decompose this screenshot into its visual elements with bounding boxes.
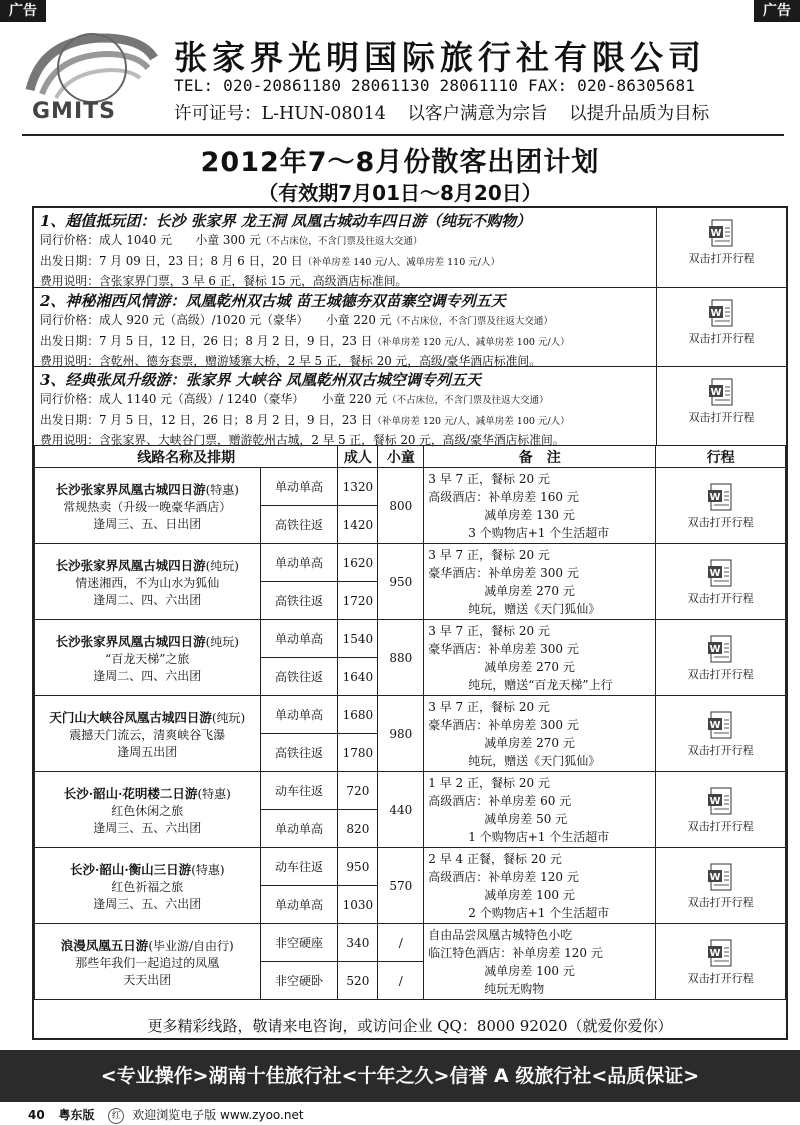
- featured-tour-dates-note: （补单房差 120 元/人、减单房差 100 元/人）: [372, 415, 570, 427]
- adult-price: 340: [338, 924, 378, 962]
- adult-price: 1620: [338, 544, 378, 582]
- featured-tour-price: 同行价格：成人 1140 元（高级）/ 1240（豪华） 小童 220 元: [40, 392, 388, 406]
- featured-tour-price-note: （不占床位，不含门票及往返大交通）: [391, 316, 553, 327]
- featured-tour-fees: 费用说明：含张家界、大峡谷门票，赠游乾州古城，2 早 5 正，餐标 20 元，高级/豪华酒店标准间。: [40, 433, 565, 447]
- itinerary-download[interactable]: [656, 848, 786, 924]
- route-tag: (毕业游/自由行): [148, 938, 234, 953]
- svg-text:W: W: [709, 567, 721, 579]
- route-table-body: [35, 468, 786, 1000]
- download-label[interactable]: 双击打开行程: [688, 252, 755, 265]
- note-line: 减单房差 270 元: [484, 735, 575, 750]
- note-line: 3 早 7 正，餐标 20 元: [428, 547, 550, 562]
- table-row: [35, 468, 786, 506]
- featured-tour-price-note: （不占床位，不含门票及往返大交通）: [387, 395, 549, 406]
- route-schedule: 逢周三、五、六出团: [93, 820, 202, 835]
- note-line: 高级酒店：补单房差 160 元: [428, 489, 579, 504]
- featured-tour-price: 同行价格：成人 920 元（高级）/1020 元（豪华） 小童 220 元: [40, 313, 392, 327]
- itinerary-download[interactable]: [656, 544, 786, 620]
- download-label[interactable]: 双击打开行程: [687, 667, 754, 681]
- featured-tour-dates: 出发日期：7 月 5 日，12 日，26 日；8 月 2 日，9 日，23 日: [40, 333, 373, 348]
- featured-tour-name: 2、神秘湘西风情游：凤凰乾州双古城 苗王城德夯双苗寨空调专列五天: [40, 292, 506, 310]
- route-name: 长沙张家界凤凰古城四日游: [55, 557, 206, 573]
- page-number: 40: [28, 1108, 45, 1122]
- itinerary-download[interactable]: [656, 620, 786, 696]
- word-document-icon[interactable]: [706, 938, 736, 968]
- adult-price: 1540: [338, 620, 378, 658]
- header-route: 线路名称及排期: [35, 446, 338, 468]
- featured-tour-dates: 出发日期：7 月 09 日，23 日；8 月 6 日，20 日: [40, 253, 303, 268]
- itinerary-download[interactable]: [656, 772, 786, 848]
- itinerary-download[interactable]: [656, 288, 786, 366]
- featured-tour-fees: 费用说明：含乾州、德夯套票，赠游矮寨大桥，2 早 5 正，餐标 20 元，高级/豪华酒店标准间。: [40, 354, 542, 368]
- word-document-icon[interactable]: [707, 377, 737, 407]
- route-name-cell: [35, 696, 261, 772]
- route-desc: “百龙天梯”之旅: [105, 651, 190, 666]
- page-subtitle: （有效期7月01日～8月20日）: [258, 181, 542, 205]
- table-row: [35, 848, 786, 886]
- transport-option: 单动单高: [260, 620, 338, 658]
- note-line: 减单房差 270 元: [484, 583, 575, 598]
- transport-option: 高铁往返: [260, 506, 338, 544]
- note-line: 纯玩无购物: [484, 981, 545, 996]
- itinerary-download[interactable]: [656, 696, 786, 772]
- route-notes: [424, 544, 656, 620]
- transport-option: 动车往返: [260, 772, 338, 810]
- note-line: 自由品尝凤凰古城特色小吃: [428, 927, 573, 942]
- route-name-cell: [35, 544, 261, 620]
- adult-price: 1780: [338, 734, 378, 772]
- route-name: 长沙·韶山·花明楼二日游: [63, 785, 198, 801]
- table-row: [35, 620, 786, 658]
- word-document-icon[interactable]: [706, 862, 736, 892]
- note-line: 豪华酒店：补单房差 300 元: [428, 717, 579, 732]
- contact-info: TEL: 020-20861180 28061130 28061110 FAX: 020-86305681: [174, 76, 696, 95]
- table-row: [35, 924, 786, 962]
- itinerary-download[interactable]: [656, 468, 786, 544]
- header-divider: [22, 134, 784, 136]
- route-schedule: 逢周三、五、六出团: [93, 896, 202, 911]
- note-line: 1 早 2 正，餐标 20 元: [428, 775, 550, 790]
- more-routes-note: 更多精彩线路，敬请来电咨询，或访问企业 QQ：8000 92020（就爱你爱你）: [147, 1017, 673, 1035]
- svg-text:W: W: [709, 308, 722, 319]
- page-title: 2012年7～8月份散客出团计划: [200, 147, 600, 178]
- adult-price: 520: [338, 962, 378, 1000]
- route-schedule: 天天出团: [123, 972, 172, 987]
- route-desc: 情迷湘西，不为山水为狐仙: [75, 575, 220, 590]
- word-document-icon[interactable]: [706, 482, 736, 512]
- note-line: 减单房差 100 元: [484, 887, 575, 902]
- route-notes: [424, 468, 656, 544]
- featured-tour-name: 1、超值抵玩团：长沙 张家界 龙王洞 凤凰古城动车四日游（纯玩不购物）: [40, 212, 532, 230]
- adult-price: 1720: [338, 582, 378, 620]
- header-adult: 成人: [338, 446, 378, 468]
- route-schedule: 逢周二、四、六出团: [93, 668, 202, 683]
- company-name: 张家界光明国际旅行社有限公司: [174, 38, 706, 77]
- note-line: 减单房差 270 元: [484, 659, 575, 674]
- word-document-icon[interactable]: [706, 786, 736, 816]
- globe-logo-icon: [22, 28, 162, 108]
- itinerary-download[interactable]: [656, 924, 786, 1000]
- table-row: [35, 772, 786, 810]
- transport-option: 单动单高: [260, 696, 338, 734]
- svg-text:W: W: [709, 871, 721, 883]
- transport-option: 非空硬卧: [260, 962, 338, 1000]
- note-line: 2 个购物店+1 个生活超市: [468, 905, 610, 920]
- adult-price: 1030: [338, 886, 378, 924]
- child-price: 950: [378, 544, 424, 620]
- transport-option: 单动单高: [260, 810, 338, 848]
- child-price: /: [378, 924, 424, 962]
- schedule-panel: [32, 206, 788, 1040]
- company-header: [22, 20, 784, 128]
- route-notes: [424, 848, 656, 924]
- route-desc: 震撼天门流云，清爽峡谷飞瀑: [69, 727, 226, 742]
- adult-price: 1420: [338, 506, 378, 544]
- ad-label-left: 广告: [0, 0, 46, 22]
- download-label[interactable]: 双击打开行程: [687, 515, 754, 529]
- transport-option: 单动单高: [260, 468, 338, 506]
- note-line: 3 早 7 正，餐标 20 元: [428, 471, 550, 486]
- route-tag: (特惠): [191, 862, 225, 877]
- child-price: /: [378, 962, 424, 1000]
- word-document-icon[interactable]: [707, 218, 737, 248]
- download-label[interactable]: 双击打开行程: [687, 895, 754, 909]
- featured-tour-dates-note: （补单房差 120 元/人、减单房差 100 元/人）: [372, 336, 570, 348]
- route-tag: (纯玩): [205, 634, 239, 649]
- license-line: [174, 100, 725, 125]
- slogan-2: 以提升品质为目标: [569, 104, 710, 124]
- featured-tour-2: [34, 288, 658, 374]
- edition-label: 粤东版: [58, 1108, 95, 1122]
- header-child: 小童: [378, 446, 424, 468]
- route-tag: (特惠): [205, 482, 239, 497]
- route-schedule: 逢周三、五、日出团: [93, 516, 202, 531]
- download-label[interactable]: 双击打开行程: [687, 971, 754, 985]
- adult-price: 1680: [338, 696, 378, 734]
- note-line: 1 个购物店+1 个生活超市: [468, 829, 610, 844]
- route-name-cell: [35, 468, 261, 544]
- adult-price: 720: [338, 772, 378, 810]
- transport-option: 高铁往返: [260, 734, 338, 772]
- featured-tour-price: 同行价格：成人 1040 元 小童 300 元: [40, 233, 261, 247]
- svg-text:W: W: [709, 947, 721, 959]
- route-name: 天门山大峡谷凤凰古城四日游: [49, 709, 212, 725]
- route-schedule: 逢周二、四、六出团: [93, 592, 202, 607]
- note-line: 高级酒店：补单房差 60 元: [428, 793, 572, 808]
- route-name: 浪漫凤凰五日游: [60, 937, 149, 953]
- download-label[interactable]: 双击打开行程: [687, 819, 754, 833]
- svg-text:W: W: [709, 387, 722, 398]
- child-price: 440: [378, 772, 424, 848]
- footer-text: 欢迎浏览电子版 www.zyoo.net: [132, 1108, 304, 1122]
- slogan-banner: <专业操作>湖南十佳旅行社<十年之久>信誉 A 级旅行社<品质保证>: [0, 1050, 800, 1102]
- svg-text:W: W: [709, 719, 721, 731]
- note-line: 纯玩，赠送“百龙天梯”上行: [468, 677, 613, 692]
- adult-price: 1320: [338, 468, 378, 506]
- child-price: 980: [378, 696, 424, 772]
- transport-option: 单动单高: [260, 544, 338, 582]
- featured-tour-3: [34, 367, 658, 453]
- slogan-1: 以客户满意为宗旨: [407, 104, 548, 124]
- note-line: 纯玩，赠送《天门狐仙》: [468, 601, 601, 616]
- route-table: [34, 445, 786, 1000]
- route-desc: 红色祈福之旅: [111, 879, 184, 894]
- note-line: 2 早 4 正餐，餐标 20 元: [428, 851, 562, 866]
- download-label[interactable]: 双击打开行程: [688, 332, 755, 345]
- route-desc: 常规热卖（升级一晚豪华酒店）: [63, 499, 232, 514]
- header-notes: 备 注: [424, 446, 656, 468]
- download-label[interactable]: 双击打开行程: [687, 743, 754, 757]
- note-line: 豪华酒店：补单房差 300 元: [428, 565, 579, 580]
- header-itinerary: 行程: [656, 446, 786, 468]
- route-name-cell: [35, 772, 261, 848]
- featured-tour-price-note: （不占床位，不含门票及往返大交通）: [260, 236, 423, 247]
- ad-label-right: 广告: [754, 0, 800, 22]
- route-tag: (纯玩): [205, 558, 239, 573]
- featured-tour-fees: 费用说明：含张家界门票，3 早 6 正，餐标 15 元，高级酒店标准间。: [40, 274, 408, 288]
- transport-option: 单动单高: [260, 886, 338, 924]
- route-notes: [424, 620, 656, 696]
- license-number: 许可证号：L-HUN-08014: [174, 104, 386, 124]
- word-document-icon[interactable]: [707, 298, 737, 328]
- logo-text: GMITS: [32, 99, 116, 124]
- table-header-row: [35, 446, 786, 468]
- word-document-icon[interactable]: [706, 634, 736, 664]
- table-row: [35, 544, 786, 582]
- note-line: 减单房差 100 元: [484, 963, 575, 978]
- note-line: 高级酒店：补单房差 120 元: [428, 869, 579, 884]
- transport-option: 动车往返: [260, 848, 338, 886]
- note-line: 3 早 7 正，餐标 20 元: [428, 623, 550, 638]
- note-line: 减单房差 130 元: [484, 507, 575, 522]
- route-tag: (纯玩): [211, 710, 246, 725]
- featured-tour-dates-note: （补单房差 140 元/人、减单房差 110 元/人）: [302, 256, 500, 268]
- route-notes: [424, 696, 656, 772]
- adult-price: 820: [338, 810, 378, 848]
- company-logo: [22, 28, 172, 130]
- svg-text:W: W: [709, 795, 721, 807]
- svg-text:W: W: [709, 228, 722, 239]
- transport-option: 非空硬座: [260, 924, 338, 962]
- word-document-icon[interactable]: [706, 558, 736, 588]
- note-line: 减单房差 50 元: [484, 811, 568, 826]
- note-line: 3 个购物店+1 个生活超市: [468, 525, 610, 540]
- route-name: 长沙·韶山·衡山三日游: [69, 861, 192, 877]
- route-desc: 那些年我们一起追过的凤凰: [75, 955, 220, 970]
- adult-price: 1640: [338, 658, 378, 696]
- child-price: 800: [378, 468, 424, 544]
- page-footer: [28, 1106, 304, 1124]
- table-row: [35, 696, 786, 734]
- note-line: 3 早 7 正，餐标 20 元: [428, 699, 550, 714]
- adult-price: 950: [338, 848, 378, 886]
- route-name-cell: [35, 848, 261, 924]
- note-line: 临江特色酒店：补单房差 120 元: [428, 945, 603, 960]
- transport-option: 高铁往返: [260, 582, 338, 620]
- route-name: 长沙张家界凤凰古城四日游: [55, 481, 206, 497]
- itinerary-download[interactable]: [656, 367, 786, 445]
- route-desc: 红色休闲之旅: [111, 803, 184, 818]
- note-line: 豪华酒店：补单房差 300 元: [428, 641, 579, 656]
- word-document-icon[interactable]: [706, 710, 736, 740]
- route-name-cell: [35, 620, 261, 696]
- featured-tour-1: [34, 208, 658, 294]
- route-name: 长沙张家界凤凰古城四日游: [55, 633, 206, 649]
- route-notes: [424, 772, 656, 848]
- svg-text:W: W: [709, 491, 721, 503]
- itinerary-download[interactable]: [656, 208, 786, 287]
- child-price: 880: [378, 620, 424, 696]
- download-label[interactable]: 双击打开行程: [687, 591, 754, 605]
- edition-badge-icon: 红: [108, 1108, 124, 1124]
- featured-tour-name: 3、经典张凤升级游：张家界 大峡谷 凤凰乾州双古城空调专列五天: [40, 371, 481, 389]
- note-line: 纯玩，赠送《天门狐仙》: [468, 753, 601, 768]
- route-notes: [424, 924, 656, 1000]
- download-label[interactable]: 双击打开行程: [688, 411, 755, 424]
- route-tag: (特惠): [197, 786, 231, 801]
- route-schedule: 逢周五出团: [117, 744, 178, 759]
- svg-text:W: W: [709, 643, 721, 655]
- child-price: 570: [378, 848, 424, 924]
- transport-option: 高铁往返: [260, 658, 338, 696]
- featured-tour-dates: 出发日期：7 月 5 日，12 日，26 日；8 月 2 日，9 日，23 日: [40, 412, 373, 427]
- route-name-cell: [35, 924, 261, 1000]
